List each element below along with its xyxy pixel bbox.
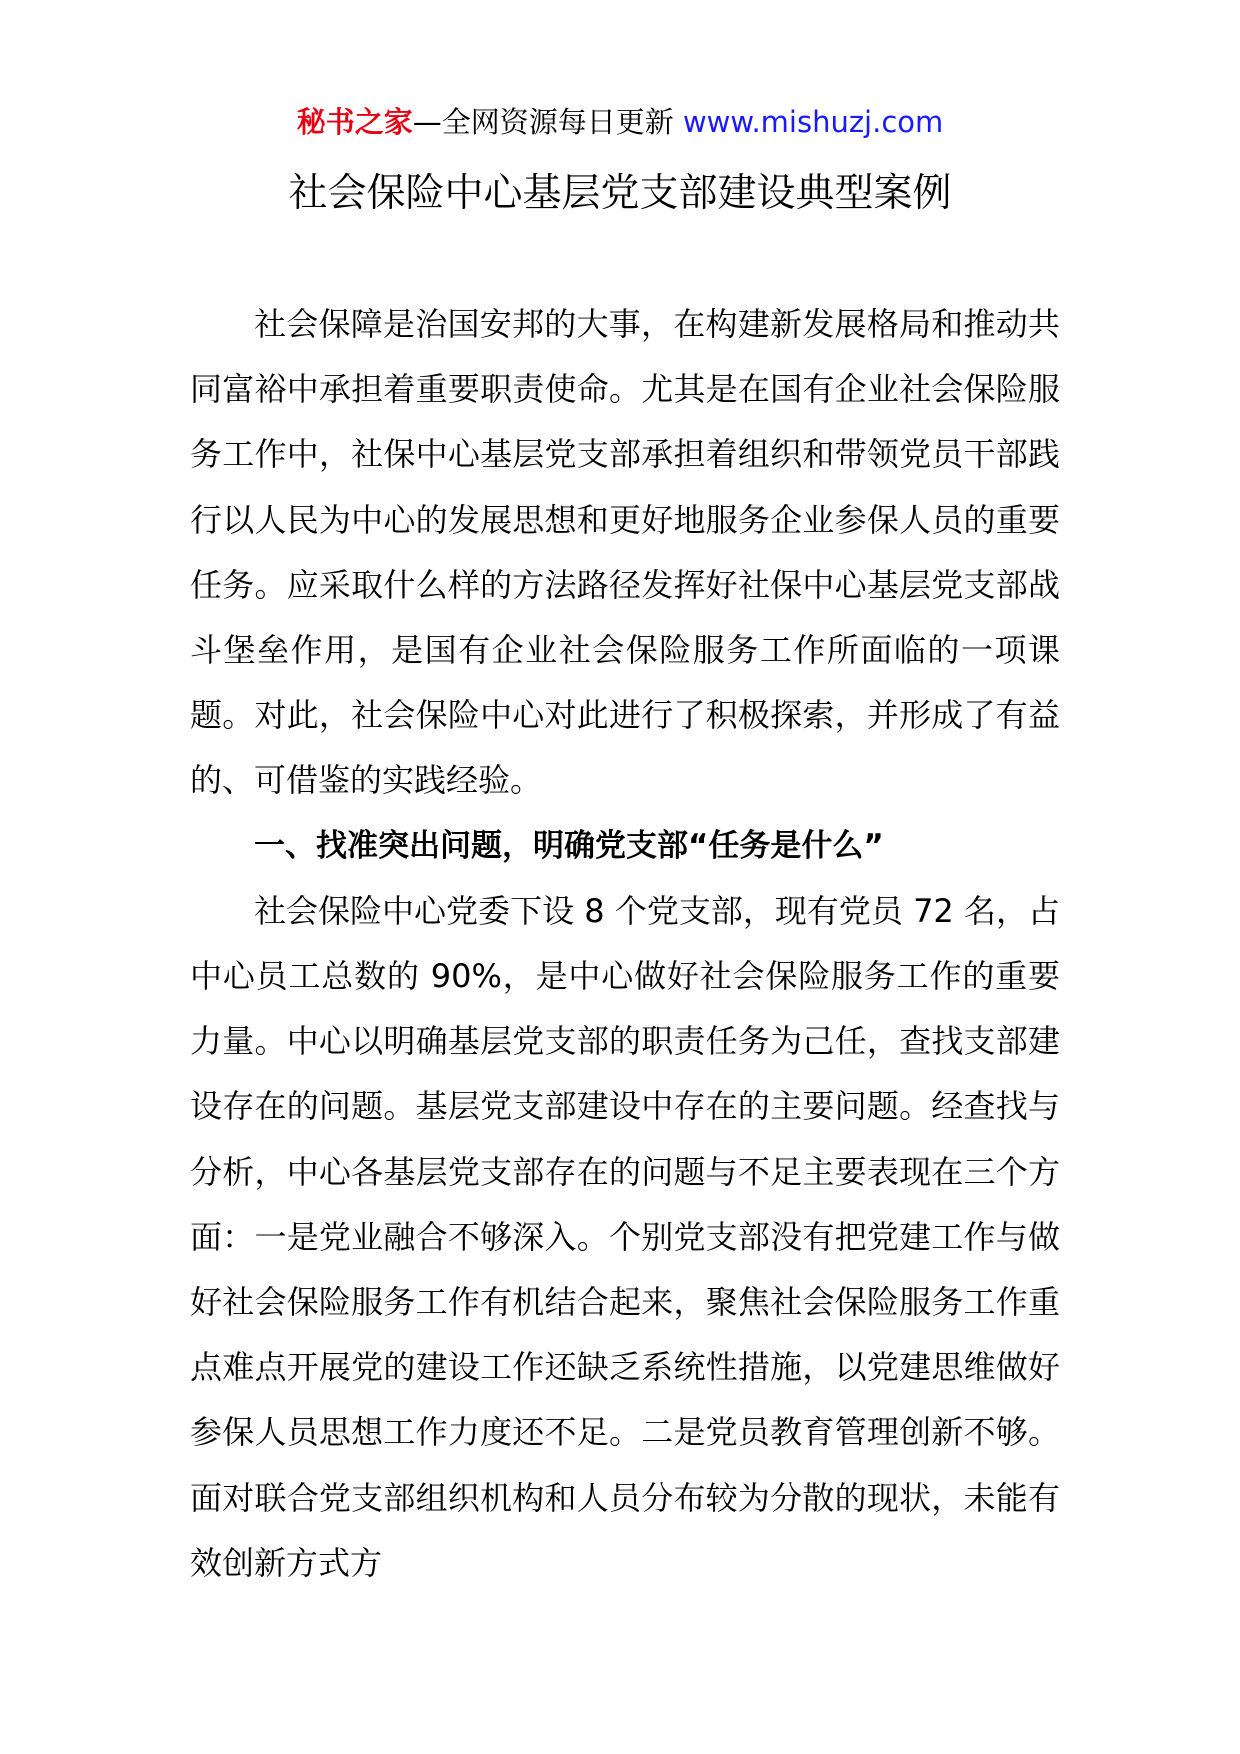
- section-heading: 一、找准突出问题，明确党支部“任务是什么”: [254, 827, 884, 864]
- header-tagline: —全网资源每日更新: [412, 105, 683, 139]
- document-title: 社会保险中心基层党支部建设典型案例: [288, 171, 952, 216]
- brand-name: 秘书之家: [296, 105, 413, 139]
- intro-paragraph: 社会保障是治国安邦的大事，在构建新发展格局和推动共同富裕中承担着重要职责使命。尤其是在国有企业社会保险服务工作中，社保中心基层党支部承担着组织和带领党员干部践行以人民为中心的发展思想和更好地服务企业参保人员的重要任务。应采取什么样的方法路径发挥好社保中心基层党支部战斗堡垒作用，是国有企业社会保险服务工作所面临的一项课题。对此，社会保险中心对此进行了积极探索，并形成了有益的、可借鉴的实践经验。: [190, 305, 1060, 800]
- site-header: [0, 100, 1240, 144]
- body-paragraph: 社会保险中心党委下设 8 个党支部，现有党员 72 名，占中心员工总数的 90%，是中心做好社会保险服务工作的重要力量。中心以明确基层党支部的职责任务为己任，查找支部建设存在的问题。基层党支部建设中存在的主要问题。经查找与分析，中心各基层党支部存在的问题与不足主要表现在三个方面：一是党业融合不够深入。个别党支部没有把党建工作与做好社会保险服务工作有机结合起来，聚焦社会保险服务工作重点难点开展党的建设工作还缺乏系统性措施，以党建思维做好参保人员思想工作力度还不足。二是党员教育管理创新不够。面对联合党支部组织机构和人员分布较为分散的现状，未能有效创新方式方: [190, 891, 1060, 1582]
- document-body: [190, 292, 1060, 1596]
- site-url-link[interactable]: www.mishuzj.com: [682, 105, 944, 139]
